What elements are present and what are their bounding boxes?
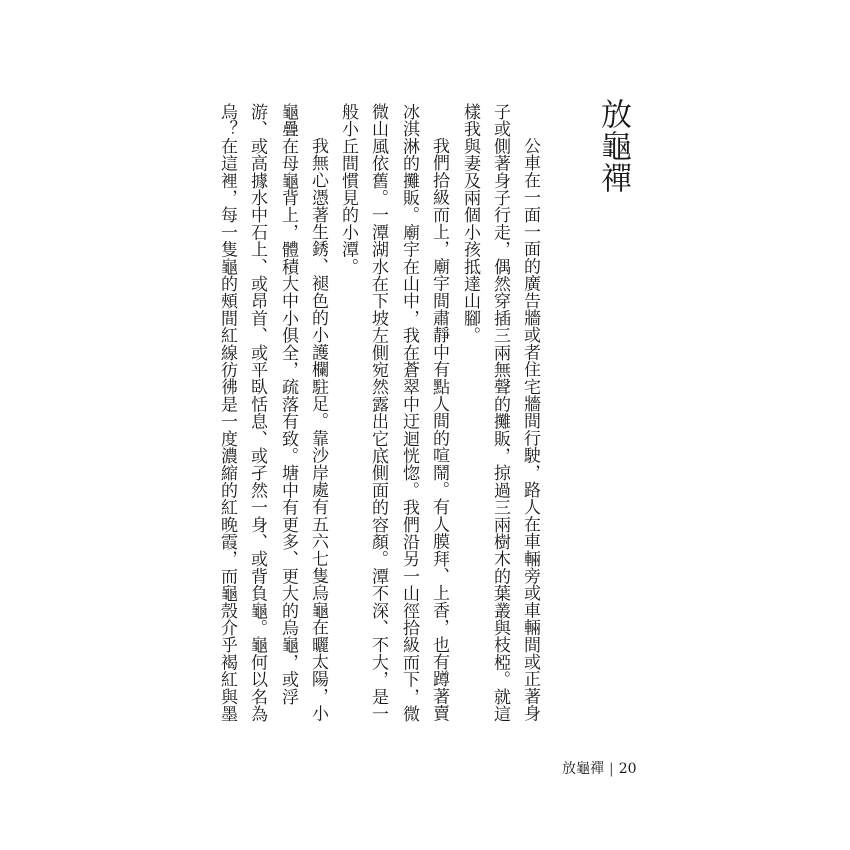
- text-column: 般小丘間慣見的小潭。: [338, 103, 358, 275]
- text-column: 樣我與妻及兩個小孩抵達山腳。: [460, 103, 480, 344]
- footer-separator: |: [609, 761, 614, 777]
- text-column: 龜疊在母龜背上，體積大中小俱全，疏落有致。塘中有更多、更大的烏龜，或浮: [278, 103, 298, 705]
- text-column: 我們拾級而上，廟宇間肅靜中有點人間的喧鬧。有人膜拜、上香，也有蹲著賣: [429, 137, 449, 722]
- text-column: 我無心憑著生銹、褪色的小護欄駐足。靠沙岸處有五六七隻烏龜在曬太陽，小: [308, 137, 328, 722]
- chapter-title: 放龜禪: [595, 98, 631, 194]
- text-column: 子或側著身子行走，偶然穿插三兩無聲的攤販，掠過三兩樹木的葉叢與枝椏。就這: [490, 103, 510, 723]
- text-column: 游、或高據水中石上、或昂首、或平臥恬息、或孑然一身、或背負龜。龜何以名為: [247, 103, 267, 723]
- text-column: 微山風依舊。一潭湖水在下坡左側宛然露出它底側面的容顏。潭不深、不大，是一: [368, 103, 388, 723]
- running-header: 放龜禪: [562, 761, 604, 777]
- text-column: 公車在一面一面的廣告牆或者住宅牆間行駛，路人在車輛旁或車輛間或正著身: [520, 137, 540, 722]
- text-column: 烏？在這裡，每一隻龜的頰間紅線彷彿是一度濃縮的紅晚霞，而龜殼介乎褐紅與墨: [217, 103, 237, 723]
- page-number: 20: [618, 761, 637, 777]
- text-column: 冰淇淋的攤販。廟宇在山中，我在蒼翠中迂迴恍惚。我們沿另一山徑拾級而下，微: [399, 103, 419, 723]
- page-footer: [562, 758, 637, 778]
